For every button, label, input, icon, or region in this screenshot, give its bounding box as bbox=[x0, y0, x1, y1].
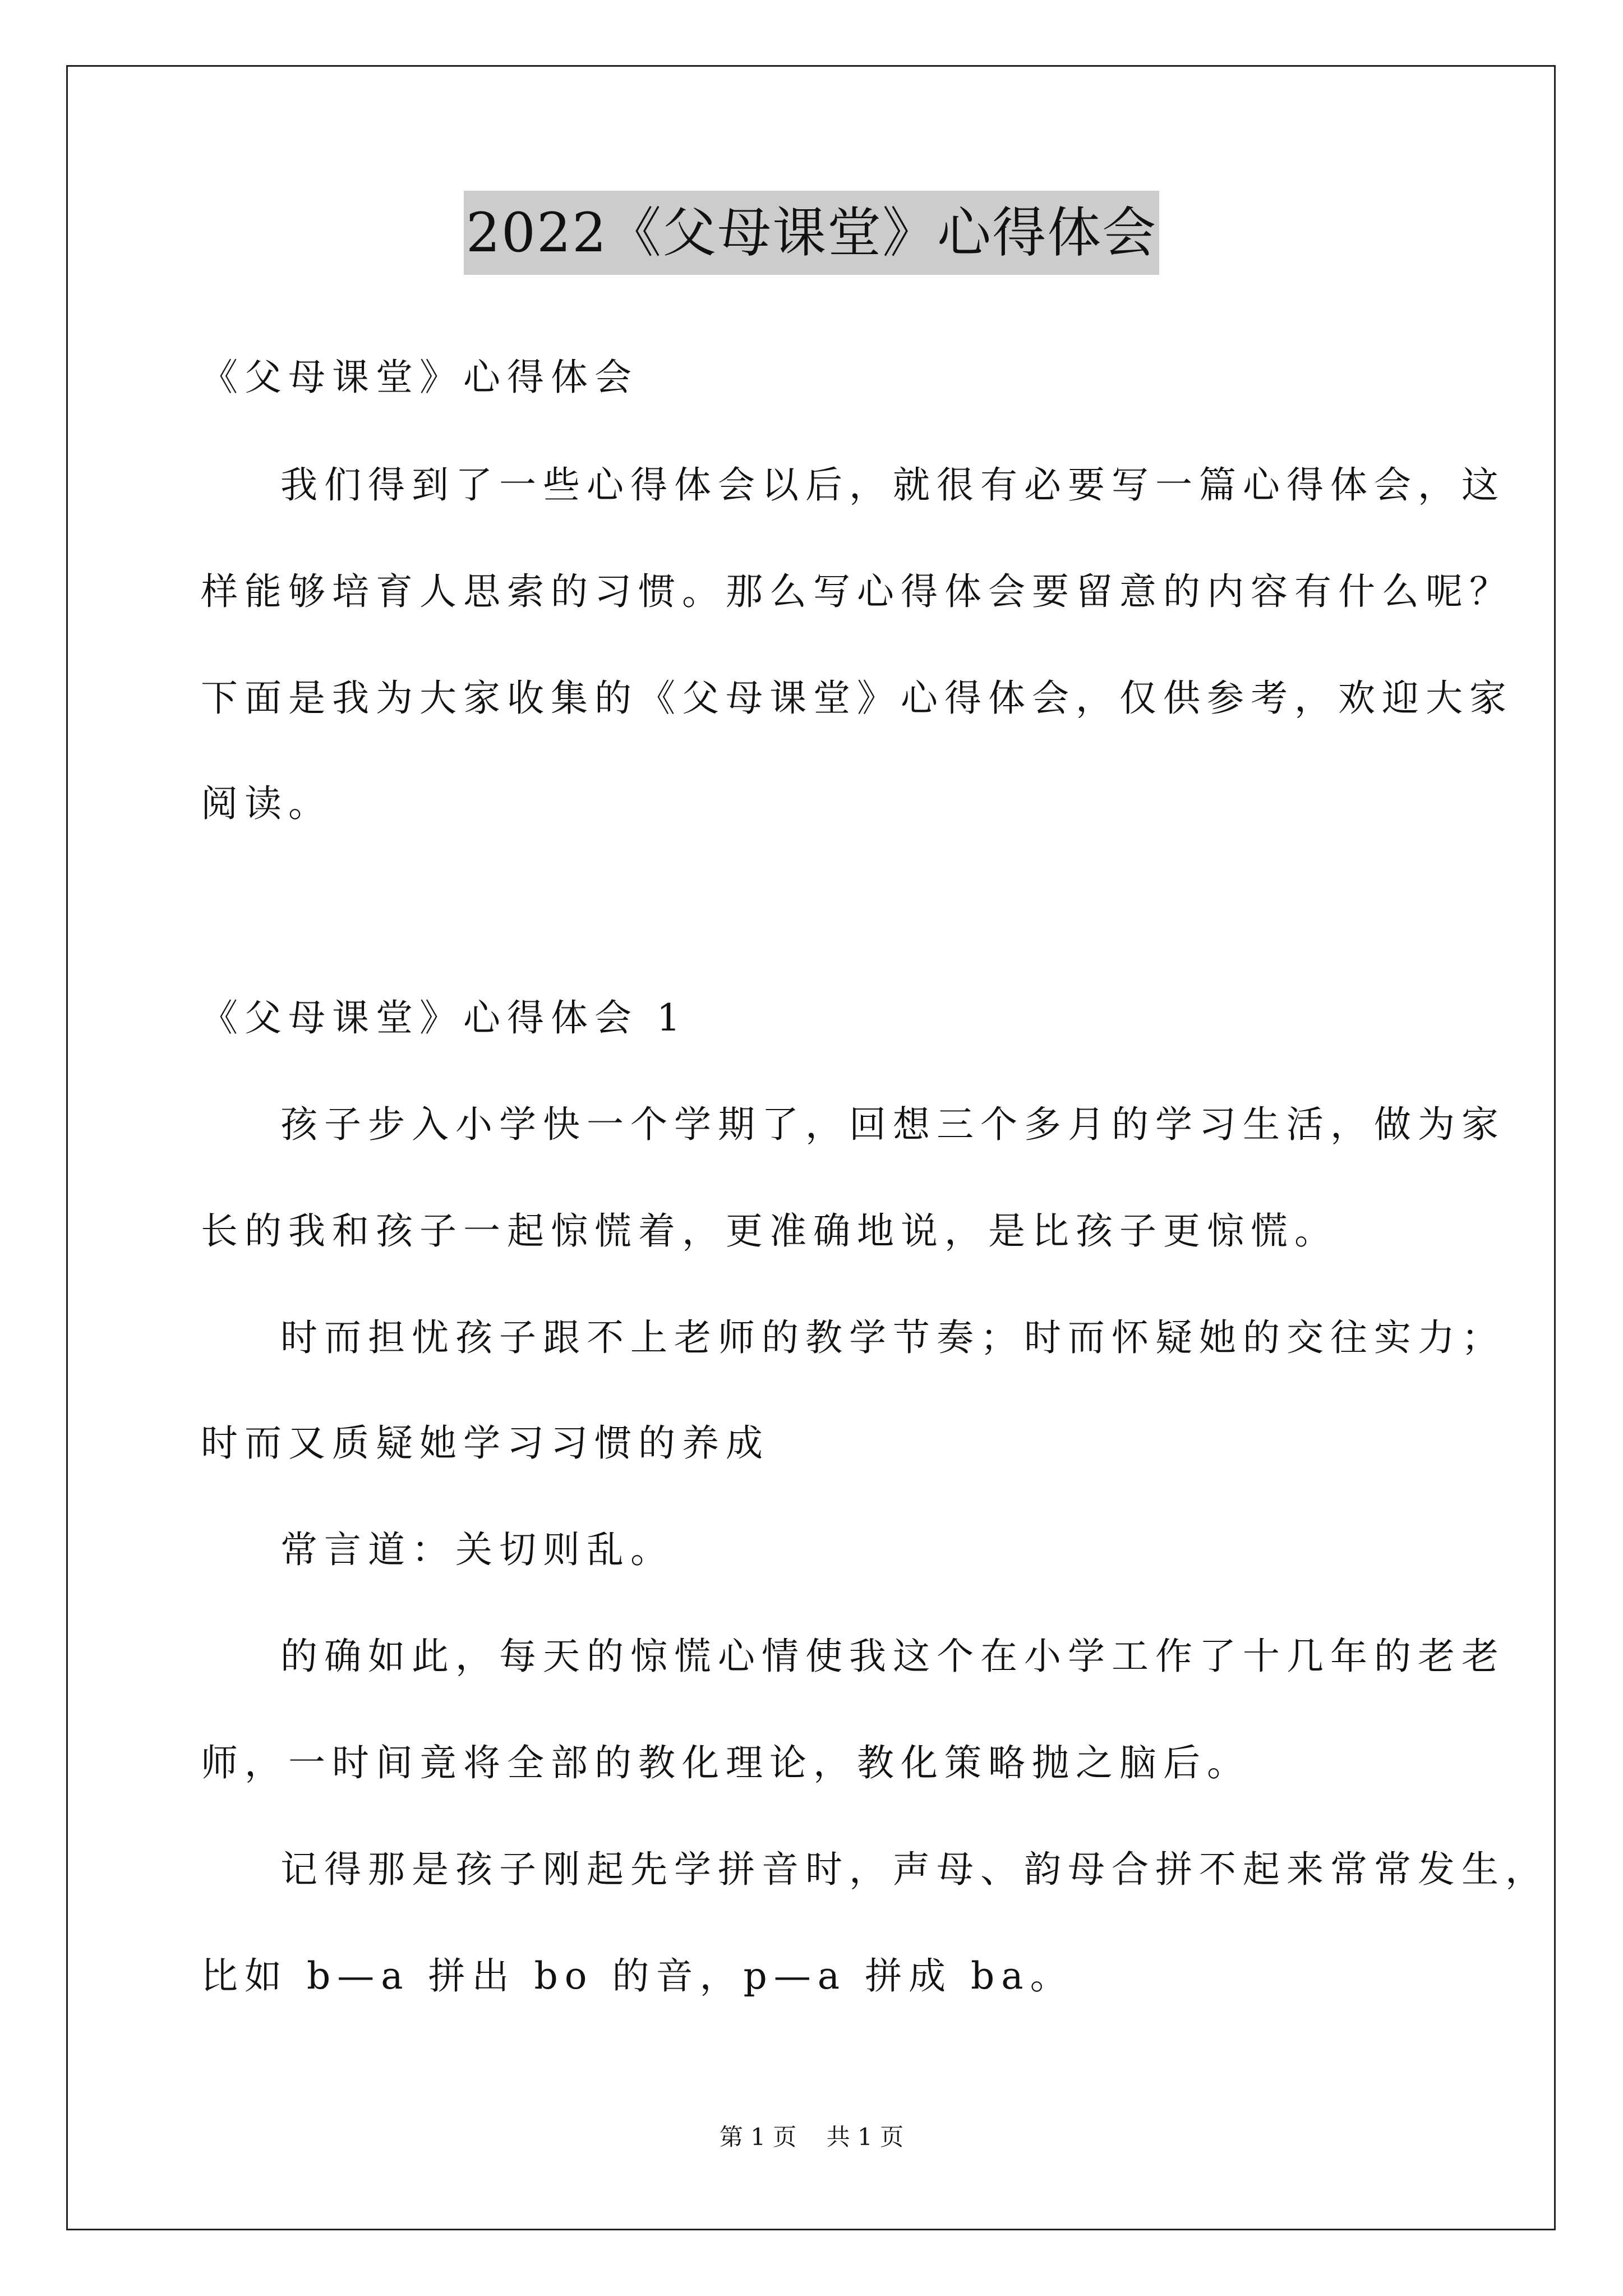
body-line-2: 长的我和孩子一起惊慌着，更准确地说，是比孩子更惊慌。 bbox=[201, 1209, 1338, 1253]
section-heading: 《父母课堂》心得体会 1 bbox=[201, 996, 687, 1039]
subtitle: 《父母课堂》心得体会 bbox=[201, 356, 638, 399]
body-line-5: 常言道：关切则乱。 bbox=[280, 1528, 674, 1571]
page-footer bbox=[0, 2120, 1623, 2154]
intro-line-3: 下面是我为大家收集的《父母课堂》心得体会，仅供参考，欢迎大家 bbox=[201, 677, 1513, 720]
intro-line-1: 我们得到了一些心得体会以后，就很有必要写一篇心得体会，这 bbox=[280, 463, 1505, 507]
body-line-3: 时而担忧孩子跟不上老师的教学节奏；时而怀疑她的交往实力； bbox=[280, 1316, 1505, 1359]
intro-line-4: 阅读。 bbox=[201, 782, 332, 825]
body-line-9: 比如 b—a 拼出 bo 的音，p—a 拼成 ba。 bbox=[201, 1954, 1074, 1998]
body-line-7: 师，一时间竟将全部的教化理论，教化策略抛之脑后。 bbox=[201, 1741, 1251, 1784]
body-line-4: 时而又质疑她学习习惯的养成 bbox=[201, 1421, 769, 1465]
title-container bbox=[0, 191, 1623, 275]
page-total: 共 1 页 bbox=[826, 2123, 904, 2151]
document-title: 2022《父母课堂》心得体会 bbox=[464, 191, 1159, 275]
body-line-1: 孩子步入小学快一个学期了，回想三个多月的学习生活，做为家 bbox=[280, 1103, 1505, 1146]
page-number: 第 1 页 bbox=[719, 2123, 797, 2151]
intro-line-2: 样能够培育人思索的习惯。那么写心得体会要留意的内容有什么呢？ bbox=[201, 570, 1513, 613]
body-line-6: 的确如此，每天的惊慌心情使我这个在小学工作了十几年的老老 bbox=[280, 1635, 1505, 1678]
body-line-8: 记得那是孩子刚起先学拼音时，声母、韵母合拼不起来常常发生， bbox=[280, 1848, 1549, 1891]
